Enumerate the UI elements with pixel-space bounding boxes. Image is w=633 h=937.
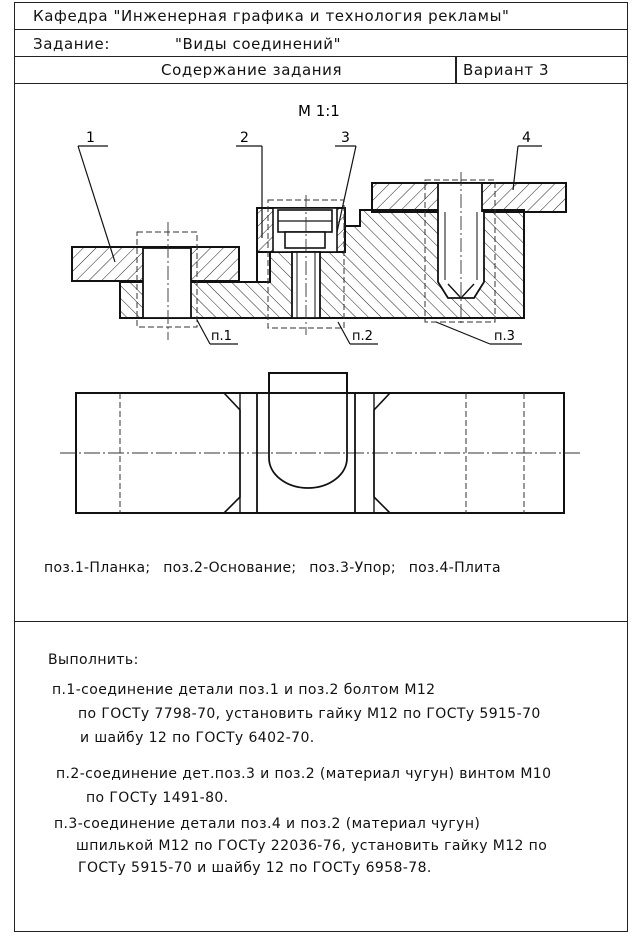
instructions-heading: Выполнить: — [48, 652, 139, 668]
legend-item-3: поз.3-Упор; — [309, 560, 396, 576]
joint-callouts — [197, 320, 522, 344]
instruction-line-8: ГОСТу 5915-70 и шайбу 12 по ГОСТу 6958-78. — [78, 860, 432, 876]
joint-label-1: п.1 — [211, 329, 232, 344]
instruction-line-7: шпилькой М12 по ГОСТу 22036-76, установить гайку М12 по — [76, 838, 548, 854]
joint-label-2: п.2 — [352, 329, 373, 344]
stop-part — [257, 208, 345, 252]
position-3: 3 — [341, 130, 350, 146]
task-name: "Виды соединений" — [175, 35, 342, 53]
legend-item-4: поз.4-Плита — [408, 560, 501, 576]
instruction-line-4: п.2-соединение дет.поз.3 и поз.2 (материал чугун) винтом М10 — [56, 766, 552, 782]
joint-label-3: п.3 — [494, 329, 515, 344]
instruction-line-5: по ГОСТу 1491-80. — [86, 790, 229, 806]
task-label: Задание: — [33, 35, 111, 53]
top-view — [60, 373, 580, 513]
instruction-line-6: п.3-соединение детали поз.4 и поз.2 (материал чугун) — [54, 816, 481, 832]
content-label: Содержание задания — [161, 61, 343, 79]
position-4: 4 — [522, 130, 531, 146]
bolt-hole-1 — [143, 248, 191, 318]
variant-label: Вариант 3 — [463, 61, 550, 79]
legend-item-1: поз.1-Планка; — [44, 560, 151, 576]
instruction-line-2: по ГОСТу 7798-70, установить гайку М12 по ГОСТу 5915-70 — [78, 706, 541, 722]
department-title: Кафедра "Инженерная графика и технология рекламы" — [33, 7, 510, 25]
position-legend — [44, 560, 509, 576]
position-2: 2 — [240, 130, 249, 146]
instruction-line-1: п.1-соединение детали поз.1 и поз.2 болтом М12 — [52, 682, 436, 698]
scale-label: М 1:1 — [298, 102, 340, 120]
position-1: 1 — [86, 130, 95, 146]
instruction-line-3: и шайбу 12 по ГОСТу 6402-70. — [80, 730, 315, 746]
legend-item-2: поз.2-Основание; — [163, 560, 297, 576]
section-divider — [15, 621, 627, 622]
